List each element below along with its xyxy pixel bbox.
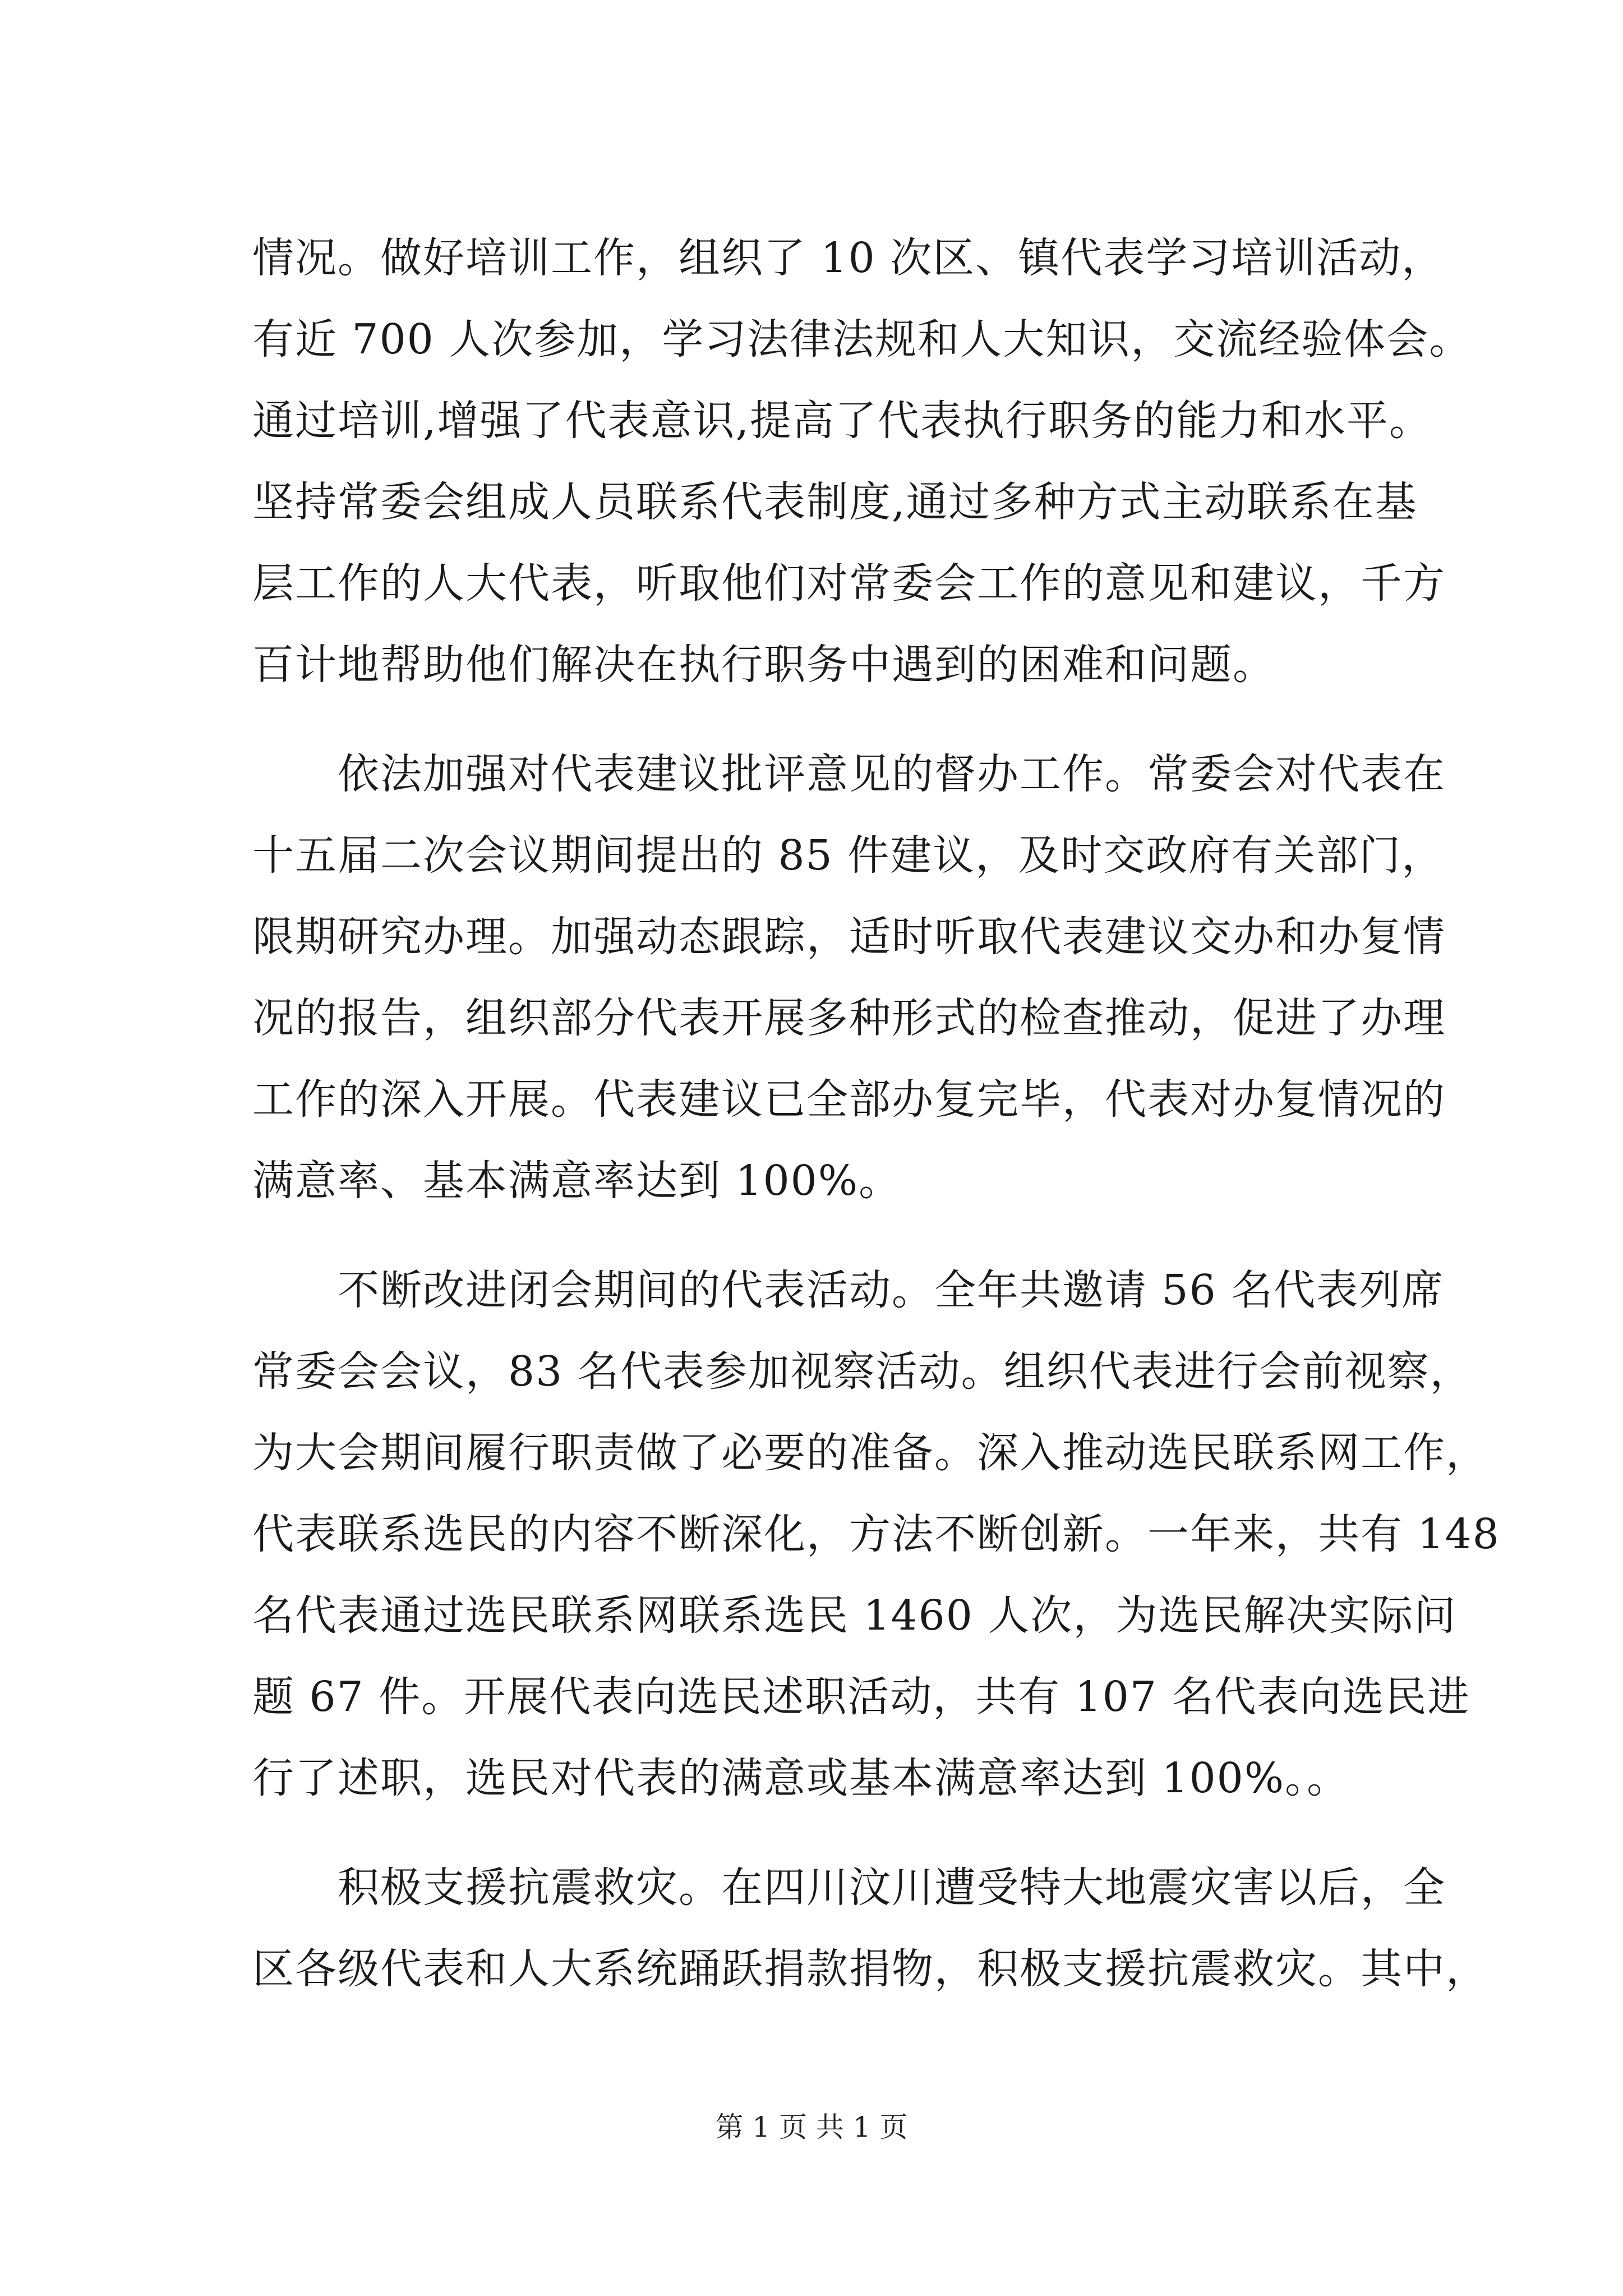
page-number-label: 第 1 页 共 1 页 xyxy=(715,2111,908,2143)
text-line: 层工作的人大代表，听取他们对常委会工作的意见和建议，千方 xyxy=(252,559,1446,608)
text-line: 况的报告，组织部分代表开展多种形式的检查推动，促进了办理 xyxy=(252,994,1446,1042)
text-line: 有近 700 人次参加，学习法律法规和人大知识，交流经验体会。 xyxy=(252,315,1472,364)
text-line: 名代表通过选民联系网联系选民 1460 人次，为选民解决实际问 xyxy=(252,1591,1457,1640)
text-line: 情况。做好培训工作，组织了 10 次区、镇代表学习培训活动， xyxy=(252,234,1445,282)
text-line: 区各级代表和人大系统踊跃捐款捐物，积极支援抗震救灾。其中， xyxy=(252,1945,1488,1993)
text-line: 行了述职，选民对代表的满意或基本满意率达到 100%。。 xyxy=(252,1754,1350,1802)
page-footer xyxy=(0,2110,1623,2144)
text-line: 依法加强对代表建议批评意见的督办工作。常委会对代表在 xyxy=(252,750,1446,798)
document-body xyxy=(252,218,1500,2010)
paragraph-spacer xyxy=(252,1222,1413,1250)
paragraph-earthquake-relief xyxy=(252,1847,1488,2010)
text-line: 限期研究办理。加强动态跟踪，适时听取代表建议交办和办复情 xyxy=(252,913,1446,961)
text-line: 十五届二次会议期间提出的 85 件建议，及时交政府有关部门， xyxy=(252,831,1445,880)
text-line: 积极支援抗震救灾。在四川汶川遭受特大地震灾害以后，全 xyxy=(252,1864,1446,1912)
text-line: 通过培训,增强了代表意识,提高了代表执行职务的能力和水平。 xyxy=(252,397,1432,445)
paragraph-spacer xyxy=(252,1819,1413,1847)
text-line: 工作的深入开展。代表建议已全部办复完毕，代表对办复情况的 xyxy=(252,1075,1446,1124)
text-line: 题 67 件。开展代表向选民述职活动，共有 107 名代表向选民进 xyxy=(252,1673,1470,1721)
text-line: 代表联系选民的内容不断深化，方法不断创新。一年来，共有 148 xyxy=(252,1510,1500,1558)
text-line: 常委会会议，83 名代表参加视察活动。组织代表进行会前视察， xyxy=(252,1347,1473,1396)
text-line: 满意率、基本满意率达到 100%。 xyxy=(252,1157,902,1205)
text-line: 坚持常委会组成人员联系代表制度,通过多种方式主动联系在基 xyxy=(252,478,1418,526)
paragraph-spacer xyxy=(252,706,1413,734)
paragraph-suggestion-supervision xyxy=(252,734,1446,1222)
text-line: 为大会期间履行职责做了必要的准备。深入推动选民联系网工作， xyxy=(252,1429,1488,1477)
text-line: 百计地帮助他们解决在执行职务中遇到的困难和问题。 xyxy=(252,641,1275,689)
paragraph-recess-activities xyxy=(252,1250,1500,1819)
paragraph-training xyxy=(252,218,1472,706)
text-line: 不断改进闭会期间的代表活动。全年共邀请 56 名代表列席 xyxy=(252,1266,1445,1314)
